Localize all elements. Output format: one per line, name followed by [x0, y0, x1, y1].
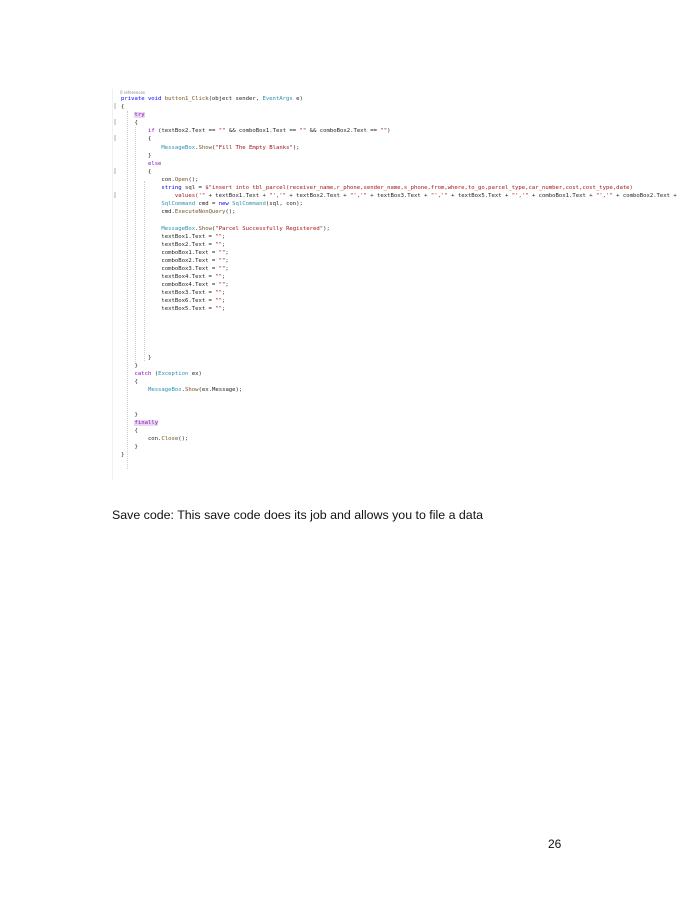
code-line	[121, 378, 677, 386]
code-lines	[121, 95, 677, 459]
code-token: MessageBox	[147, 387, 182, 394]
code-token: comboBox1.Text =	[121, 249, 219, 256]
code-line	[121, 362, 677, 370]
code-token: (textBox2.Text ==	[154, 128, 219, 135]
code-line	[121, 152, 677, 160]
code-line	[121, 168, 677, 176]
code-token: && comboBox1.Text ==	[225, 128, 300, 135]
code-token: textBox6.Text =	[121, 298, 216, 305]
code-token	[121, 371, 134, 377]
code-token: comboBox2.Text =	[121, 257, 219, 264]
code-token: Show	[198, 144, 212, 151]
code-line	[121, 160, 677, 168]
code-token: ""	[380, 128, 388, 135]
code-token: "','"	[511, 193, 529, 200]
code-token: ex)	[188, 371, 202, 378]
code-token	[121, 112, 134, 118]
code-token: ();	[225, 209, 236, 216]
code-token: (	[211, 144, 216, 151]
code-line	[121, 403, 677, 411]
code-token: textBox2.Text =	[121, 241, 216, 248]
code-token: ;	[225, 282, 229, 289]
code-token: ""	[218, 265, 226, 272]
editor-gutter	[113, 89, 119, 480]
outline-marker	[114, 168, 116, 174]
code-token: {	[121, 104, 125, 111]
code-token: ;	[222, 306, 226, 313]
code-token: ();	[188, 176, 199, 183]
code-token: con.	[121, 435, 162, 442]
code-token: MessageBox	[161, 144, 196, 151]
code-line	[121, 103, 677, 111]
code-token: "Fill The Empty Blanks"	[215, 144, 293, 151]
code-token: ""	[215, 290, 223, 297]
code-line	[121, 394, 677, 402]
code-line	[121, 135, 677, 143]
code-token: ;	[225, 265, 229, 272]
code-token: }	[121, 411, 138, 418]
code-token: )	[387, 128, 391, 135]
code-token: textBox1.Text =	[121, 233, 216, 240]
code-line	[121, 386, 677, 394]
code-line	[121, 443, 677, 451]
code-token: textBox3.Text =	[121, 290, 216, 297]
code-token: }	[121, 152, 152, 159]
code-token: }	[121, 452, 125, 459]
code-token: ""	[215, 241, 223, 248]
figure-caption: Save code: This save code does its job and allows you to file a data	[112, 508, 484, 522]
code-line	[121, 225, 677, 233]
code-line	[121, 233, 677, 241]
code-token: + textBox2.Text +	[286, 193, 351, 200]
code-line	[121, 346, 677, 354]
code-line	[121, 419, 677, 427]
code-line	[121, 257, 677, 265]
code-line	[121, 354, 677, 362]
code-token: ""	[215, 274, 223, 281]
code-token: ""	[218, 249, 226, 256]
code-token: + textBox5.Text +	[447, 193, 512, 200]
code-token: "Parcel Successfully Registered"	[215, 225, 324, 232]
code-token: $"insert into tbl_parcel(receiver_name,r_phone,sender_name,s_phone,from,where,to_go,parcel_type,car_number,cost,cost_type,date)	[205, 185, 633, 192]
code-token: "','"	[595, 193, 613, 200]
code-token: + textBox1.Text +	[205, 193, 270, 200]
code-token: {	[121, 136, 152, 143]
code-token: .	[195, 225, 199, 232]
code-token: ;	[222, 290, 226, 297]
code-token	[121, 128, 148, 134]
code-token: && comboBox2.Text ==	[306, 128, 381, 135]
code-token: MessageBox	[161, 225, 196, 232]
code-token	[121, 226, 161, 232]
code-line	[121, 111, 677, 119]
code-token: {	[121, 168, 152, 175]
code-token: }	[121, 355, 152, 361]
code-token: .	[181, 387, 186, 394]
code-token: sql =	[181, 185, 206, 192]
code-token: cmd.	[121, 209, 175, 216]
code-line	[121, 200, 677, 208]
code-line	[121, 338, 677, 346]
code-token: "','"	[430, 193, 448, 200]
code-line	[121, 314, 677, 322]
code-token: Close	[161, 435, 179, 442]
code-line	[121, 184, 677, 192]
code-token: "','"	[350, 193, 367, 200]
reference-hint: 0 references	[120, 90, 145, 95]
code-line	[121, 370, 677, 378]
code-token: ""	[215, 298, 223, 305]
code-line	[121, 451, 677, 459]
code-token: + comboBox2.Text +	[612, 193, 677, 200]
code-token: ();	[178, 435, 189, 442]
code-line	[121, 435, 677, 443]
code-token: ExecuteNonQuery	[174, 209, 226, 216]
code-token: }	[121, 363, 138, 370]
code-token: textBox5.Text =	[121, 306, 216, 313]
code-token: SqlCommand	[161, 201, 196, 208]
code-token: );	[292, 144, 300, 151]
code-screenshot	[112, 89, 677, 480]
outline-marker	[114, 119, 116, 125]
code-token	[121, 420, 134, 426]
outline-marker	[114, 192, 116, 198]
code-token: ;	[225, 249, 229, 256]
code-token: ""	[215, 233, 223, 240]
outline-marker	[114, 103, 116, 109]
code-token: new	[218, 201, 229, 208]
code-line	[121, 119, 677, 127]
code-token: ""	[218, 128, 226, 135]
code-token: comboBox3.Text =	[121, 265, 219, 272]
code-token: (	[151, 371, 159, 378]
code-token	[121, 161, 148, 167]
code-token: SqlCommand	[232, 201, 266, 208]
code-line	[121, 176, 677, 184]
code-token: (	[211, 225, 216, 232]
code-token: {	[121, 427, 138, 434]
code-token: + comboBox1.Text +	[528, 193, 596, 200]
code-line	[121, 330, 677, 338]
code-token: ;	[222, 241, 226, 248]
code-line	[121, 95, 677, 103]
code-token: (sql, con);	[265, 201, 303, 208]
code-token: comboBox4.Text =	[121, 282, 219, 289]
code-token: button1_Click	[164, 96, 209, 102]
code-token: ;	[222, 274, 226, 281]
code-token: ""	[218, 282, 226, 289]
code-token	[121, 185, 161, 191]
code-line	[121, 289, 677, 297]
code-token: Show	[198, 225, 212, 232]
code-line	[121, 241, 677, 249]
code-token: (ex.Message);	[198, 387, 243, 394]
code-token: values('"	[174, 193, 206, 200]
code-line	[121, 281, 677, 289]
code-token	[121, 201, 161, 207]
code-token: Show	[185, 387, 199, 394]
code-token: ;	[225, 257, 229, 264]
code-token: + textBox3.Text +	[366, 193, 431, 200]
code-token: {	[121, 379, 138, 386]
code-token: {	[121, 120, 138, 127]
code-token: catch	[134, 371, 152, 378]
code-line	[121, 216, 677, 224]
code-line	[121, 305, 677, 313]
code-token: ""	[218, 257, 226, 264]
code-token: else	[147, 160, 162, 167]
code-line	[121, 265, 677, 273]
code-token: ;	[222, 233, 226, 240]
code-line	[121, 249, 677, 257]
code-line	[121, 144, 677, 152]
page-number: 26	[548, 837, 562, 851]
code-token: Exception	[158, 371, 189, 378]
code-token	[121, 193, 175, 199]
code-token: EventArgs	[262, 96, 293, 102]
code-token: if	[147, 128, 155, 135]
code-line	[121, 411, 677, 419]
code-token: try	[134, 112, 145, 119]
code-token: cmd =	[195, 201, 219, 208]
code-line	[121, 208, 677, 216]
code-token: .	[195, 144, 199, 151]
code-token: finally	[134, 419, 159, 426]
outline-marker	[114, 135, 116, 141]
code-token: private void	[121, 96, 165, 102]
code-token: );	[323, 225, 330, 232]
code-line	[121, 127, 677, 135]
code-token: }	[121, 444, 138, 451]
code-token: con.	[121, 176, 175, 183]
code-line	[121, 273, 677, 281]
code-token	[121, 387, 148, 393]
code-line	[121, 427, 677, 435]
code-line	[121, 297, 677, 305]
code-token: ""	[215, 306, 223, 313]
code-token: string	[161, 185, 182, 192]
code-token: (object sender,	[208, 96, 263, 102]
code-line	[121, 322, 677, 330]
code-token	[121, 145, 161, 151]
code-token: ""	[299, 128, 307, 135]
code-line	[121, 192, 677, 200]
code-token: ;	[222, 298, 226, 305]
code-token: "','"	[269, 193, 287, 200]
code-token: e)	[292, 96, 303, 102]
code-token: Open	[174, 176, 189, 183]
code-token: textBox4.Text =	[121, 274, 216, 281]
